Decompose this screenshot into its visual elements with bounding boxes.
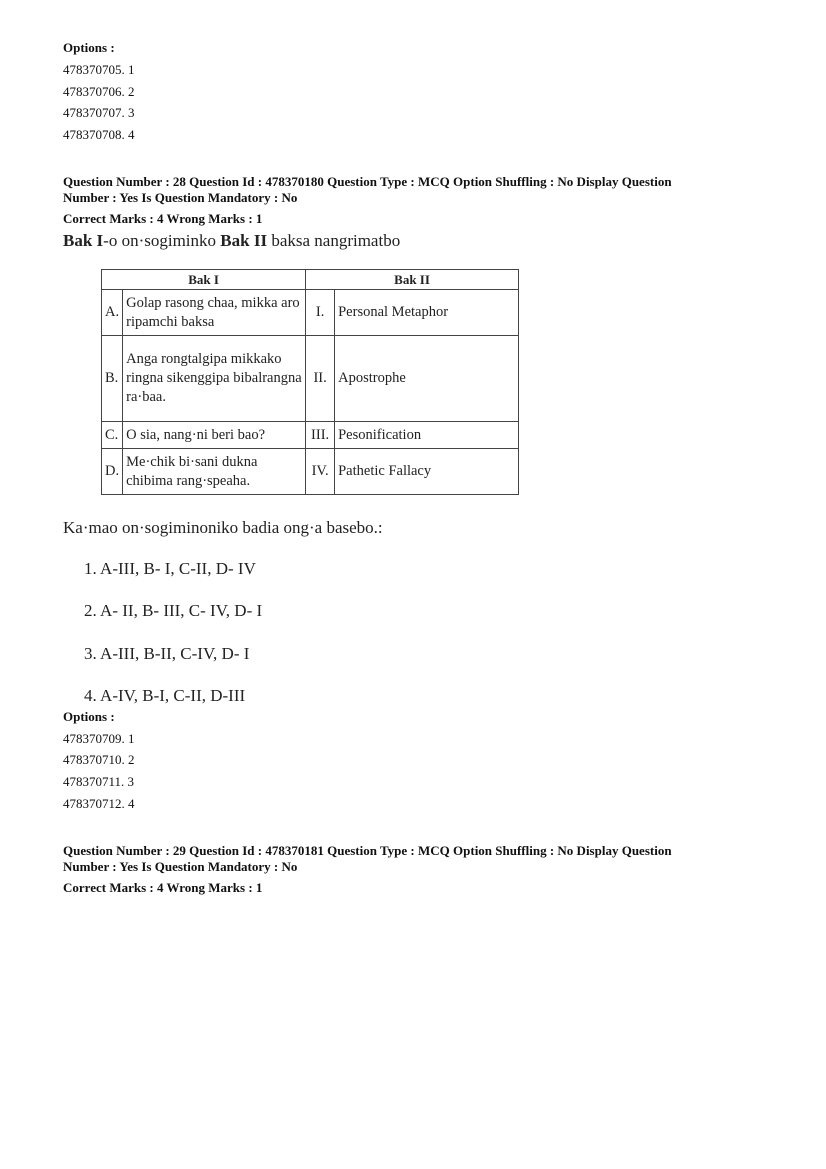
row-right-text: Pathetic Fallacy	[335, 449, 519, 495]
option-line: 478370708. 4	[63, 127, 135, 142]
match-table	[101, 269, 519, 495]
row-roman: II.	[306, 336, 335, 422]
row-left-text: O sia, nang·ni beri bao?	[123, 422, 306, 449]
row-letter: D.	[102, 449, 123, 495]
row-letter: C.	[102, 422, 123, 449]
options-label: Options :	[63, 709, 115, 724]
table-row	[102, 336, 519, 422]
title-text-1: -o on·sogiminko	[103, 231, 221, 250]
row-letter: A.	[102, 290, 123, 336]
q28-marks: Correct Marks : 4 Wrong Marks : 1	[63, 211, 263, 226]
row-roman: III.	[306, 422, 335, 449]
match-table-header-row	[102, 270, 519, 290]
q28-choice: 4. A-IV, B-I, C-II, D-III	[84, 686, 246, 705]
row-left-text: Me·chik bi·sani dukna chibima rang·speaha.	[123, 449, 306, 495]
row-roman: I.	[306, 290, 335, 336]
col-header-bak-ii: Bak II	[306, 270, 519, 290]
q28-choice: 3. A-III, B-II, C-IV, D- I	[84, 644, 250, 663]
option-line: 478370712. 4	[63, 796, 135, 811]
option-line: 478370705. 1	[63, 62, 135, 77]
table-row	[102, 290, 519, 336]
q29-header-line2: Number : Yes Is Question Mandatory : No	[63, 859, 298, 874]
option-line: 478370711. 3	[63, 774, 135, 789]
col-header-bak-i: Bak I	[102, 270, 306, 290]
row-right-text: Apostrophe	[335, 336, 519, 422]
q28-choice: 2. A- II, B- III, C- IV, D- I	[84, 601, 263, 620]
option-line: 478370706. 2	[63, 84, 135, 99]
q28-choice: 1. A-III, B- I, C-II, D- IV	[84, 559, 256, 578]
title-bold-bak-i: Bak I	[63, 231, 104, 250]
q28-sub-question: Ka·mao on·sogiminoniko badia ong·a basebo.:	[63, 518, 383, 537]
option-line: 478370709. 1	[63, 731, 135, 746]
title-bold-bak-ii: Bak II	[220, 231, 268, 250]
title-text-2: baksa nangrimatbo	[267, 231, 401, 250]
row-right-text: Personal Metaphor	[335, 290, 519, 336]
q28-match-instruction	[63, 231, 400, 251]
row-letter: B.	[102, 336, 123, 422]
row-left-text: Anga rongtalgipa mikkako ringna sikenggipa bibalrangna ra·baa.	[123, 336, 306, 422]
q28-header-line1: Question Number : 28 Question Id : 478370180 Question Type : MCQ Option Shuffling : No Display Question	[63, 174, 672, 189]
row-right-text: Pesonification	[335, 422, 519, 449]
q29-header-line1: Question Number : 29 Question Id : 478370181 Question Type : MCQ Option Shuffling : No Display Question	[63, 843, 672, 858]
row-roman: IV.	[306, 449, 335, 495]
option-line: 478370707. 3	[63, 105, 135, 120]
row-left-text: Golap rasong chaa, mikka aro ripamchi baksa	[123, 290, 306, 336]
options-label: Options :	[63, 40, 115, 55]
table-row	[102, 449, 519, 495]
q28-header-line2: Number : Yes Is Question Mandatory : No	[63, 190, 298, 205]
option-line: 478370710. 2	[63, 752, 135, 767]
q29-marks: Correct Marks : 4 Wrong Marks : 1	[63, 880, 263, 895]
table-row	[102, 422, 519, 449]
